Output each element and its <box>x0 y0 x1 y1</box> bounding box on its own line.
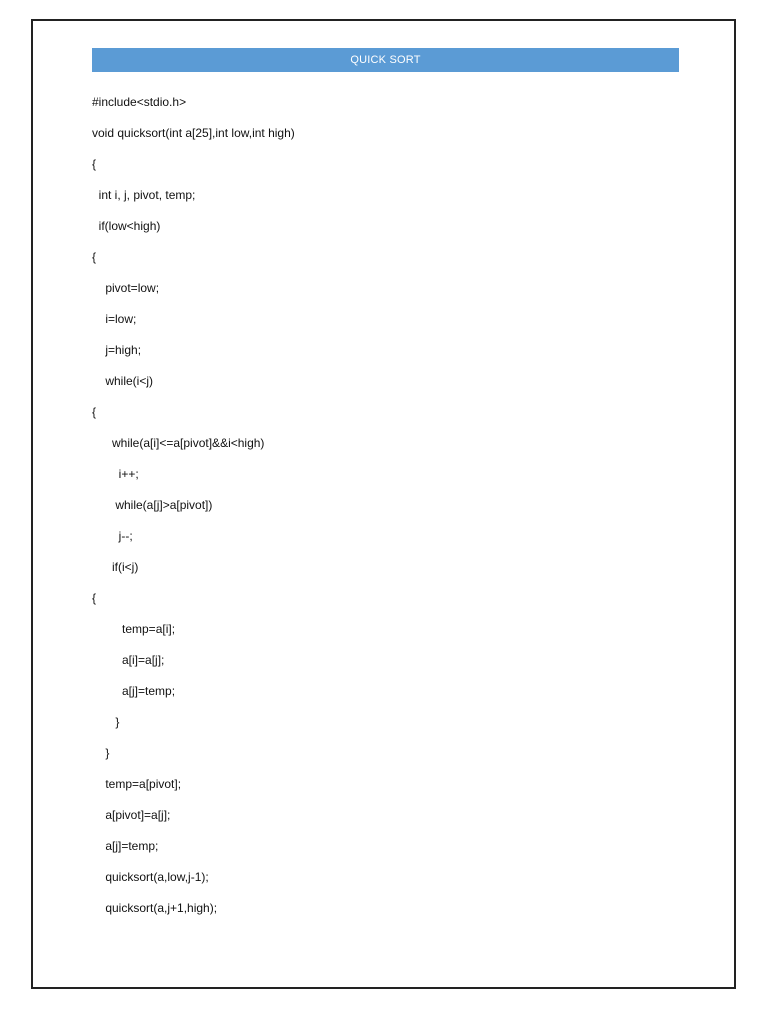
code-line: void quicksort(int a[25],int low,int high) <box>92 126 295 140</box>
code-line: a[j]=temp; <box>92 684 176 698</box>
code-line: quicksort(a,low,j-1); <box>92 870 209 884</box>
code-line: } <box>92 715 120 729</box>
code-line: i++; <box>92 467 139 481</box>
code-line: a[i]=a[j]; <box>92 653 165 667</box>
code-line: #include<stdio.h> <box>92 95 187 109</box>
code-line: { <box>92 405 97 419</box>
code-line: } <box>92 746 110 760</box>
code-line: while(i<j) <box>92 374 154 388</box>
code-line: { <box>92 157 97 171</box>
code-line: j--; <box>92 529 133 543</box>
code-line: { <box>92 250 97 264</box>
code-line: temp=a[pivot]; <box>92 777 182 791</box>
code-line: pivot=low; <box>92 281 160 295</box>
code-line: i=low; <box>92 312 137 326</box>
code-line: temp=a[i]; <box>92 622 176 636</box>
document-title: QUICK SORT <box>92 48 679 72</box>
code-line: { <box>92 591 97 605</box>
code-line: a[j]=temp; <box>92 839 159 853</box>
document-page <box>31 19 736 989</box>
code-line: if(i<j) <box>92 560 139 574</box>
code-line: a[pivot]=a[j]; <box>92 808 171 822</box>
code-line: if(low<high) <box>92 219 161 233</box>
code-line: while(a[i]<=a[pivot]&&i<high) <box>92 436 265 450</box>
code-line: while(a[j]>a[pivot]) <box>92 498 213 512</box>
code-line: quicksort(a,j+1,high); <box>92 901 218 915</box>
code-line: int i, j, pivot, temp; <box>92 188 196 202</box>
code-line: j=high; <box>92 343 142 357</box>
